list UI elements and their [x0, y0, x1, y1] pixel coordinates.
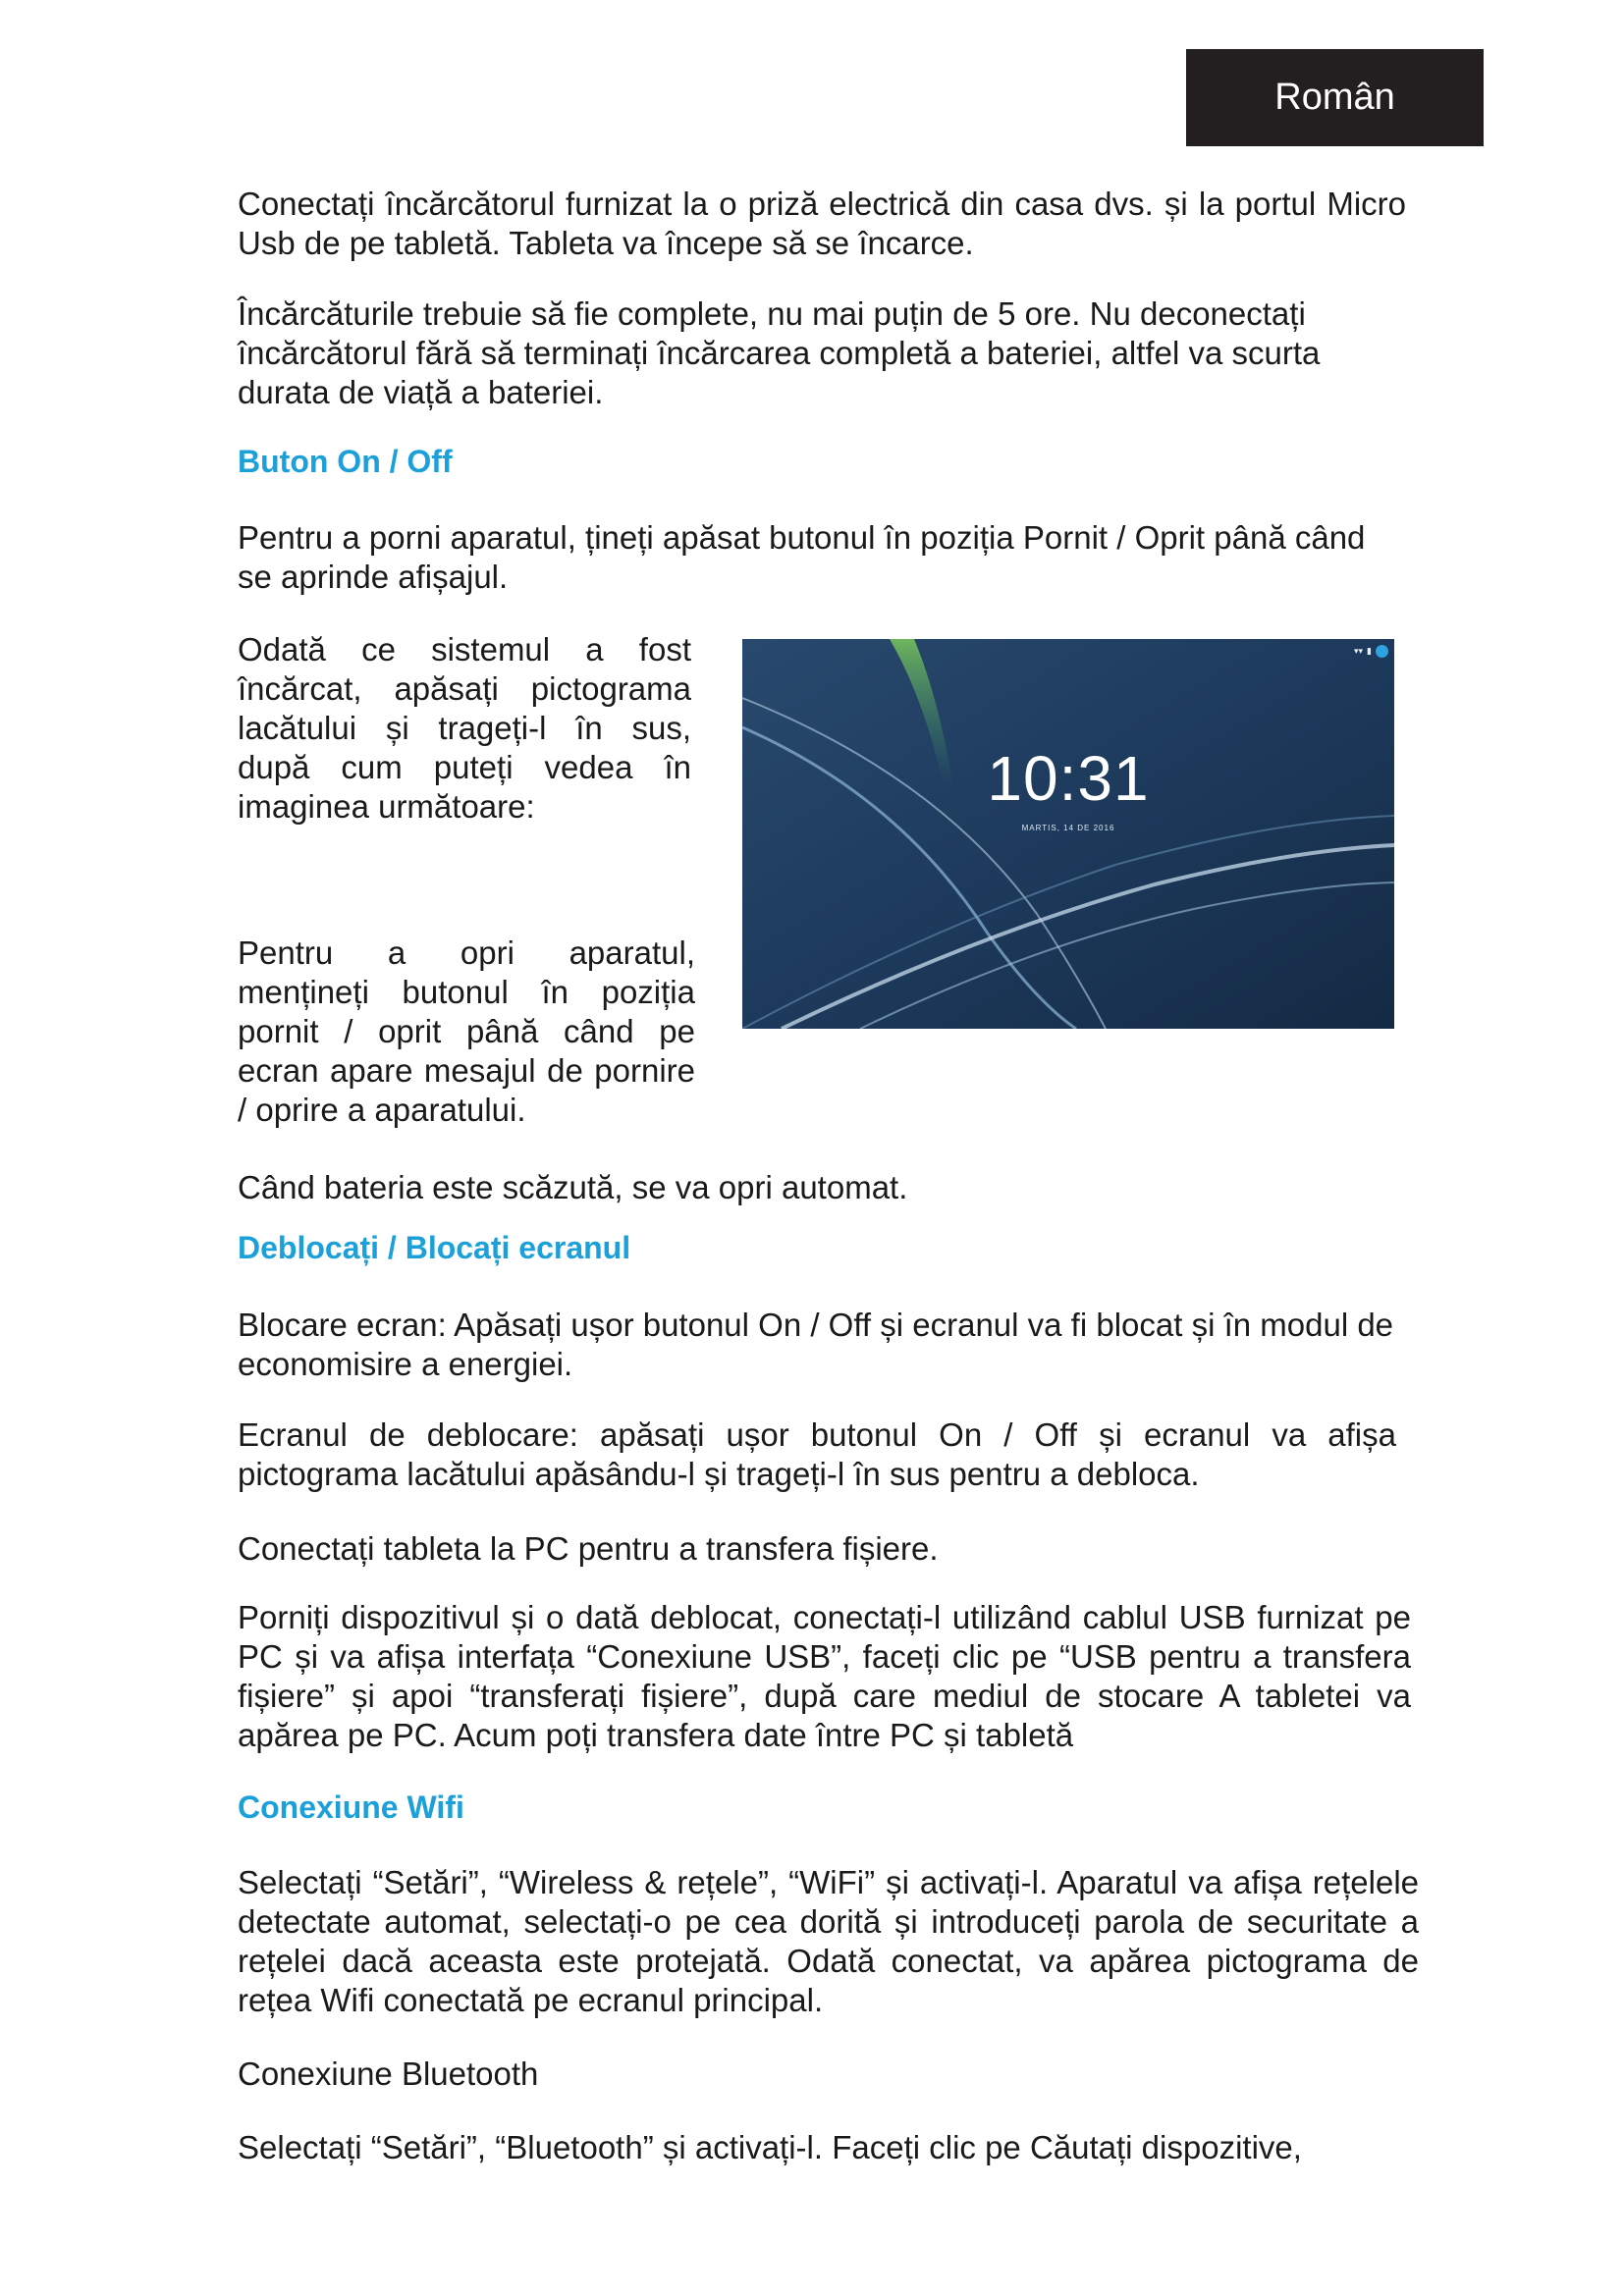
lock-screen-wallpaper	[742, 639, 1394, 1029]
status-bar	[1354, 645, 1388, 658]
intro-paragraph-1: Conectați încărcătorul furnizat la o priză electrică din casa dvs. și la portul Micro Usb de pe tabletă. Tableta va începe să se încarce.	[238, 186, 1406, 261]
lock-screen-date: MARTIS, 14 DE 2016	[1021, 824, 1115, 832]
heading-lock-screen: Deblocați / Blocați ecranul	[238, 1230, 631, 1265]
unlock-paragraph-2: Ecranul de deblocare: apăsați ușor butonul On / Off și ecranul va afișa pictograma lacătului apăsându-l și trageți-l în sus pentru a debloca.	[238, 1416, 1396, 1492]
heading-power-button: Buton On / Off	[238, 444, 453, 479]
power-side-text-2: Pentru a opri aparatul, mențineți butonul în poziția pornit / oprit până când pe ecran apare mesajul de pornire / oprire a aparatului.	[238, 934, 695, 1128]
wifi-paragraph: Selectați “Setări”, “Wireless & rețele”, “WiFi” și activați-l. Aparatul va afișa rețelele detectate automat, selectați-o pe cea dorită și introduceți parola de securitate a rețelei dacă aceasta este protejată. Odată conectat, va apărea pictograma de rețea Wifi conectată pe ecranul principal.	[238, 1864, 1419, 2018]
power-side-text-1: Odată ce sistemul a fost încărcat, apăsați pictograma lacătului și trageți-l în sus, după cum puteți vedea în imaginea următoare:	[238, 631, 691, 825]
unlock-paragraph-4: Porniți dispozitivul și o dată deblocat, conectați-l utilizând cablul USB furnizat pe PC și va afișa interfața “Conexiune USB”, faceți clic pe “USB pentru a transfera fișiere” și apoi “transferați fișiere”, după care mediul de stocare A tabletei va apărea pe PC. Acum poți transfera date între PC și tabletă	[238, 1599, 1411, 1753]
unlock-paragraph-3: Conectați tableta la PC pentru a transfera fișiere.	[238, 1530, 939, 1567]
battery-icon: ▮	[1367, 646, 1372, 656]
bluetooth-paragraph: Selectați “Setări”, “Bluetooth” și activați-l. Faceți clic pe Căutați dispozitive,	[238, 2129, 1302, 2165]
power-paragraph-1: Pentru a porni aparatul, țineți apăsat butonul în poziția Pornit / Oprit până când se aprinde afișajul.	[238, 519, 1366, 595]
heading-bluetooth: Conexiune Bluetooth	[238, 2056, 539, 2092]
lock-screen-image	[742, 639, 1394, 1029]
heading-wifi: Conexiune Wifi	[238, 1789, 464, 1825]
unlock-paragraph-1: Blocare ecran: Apăsați ușor butonul On / Off și ecranul va fi blocat și în modul de economisire a energiei.	[238, 1307, 1394, 1382]
lock-screen-time: 10:31	[987, 743, 1150, 814]
language-tab: Român	[1186, 49, 1484, 146]
user-avatar-icon	[1376, 645, 1388, 658]
intro-paragraph-2: Încărcăturile trebuie să fie complete, nu mai puțin de 5 ore. Nu deconectați încărcătorul fără să terminați încărcarea completă a bateriei, altfel va scurta durata de viață a bateriei.	[238, 295, 1321, 410]
power-paragraph-2: Când bateria este scăzută, se va opri automat.	[238, 1169, 908, 1205]
signal-icon: ▾▾	[1354, 646, 1364, 656]
